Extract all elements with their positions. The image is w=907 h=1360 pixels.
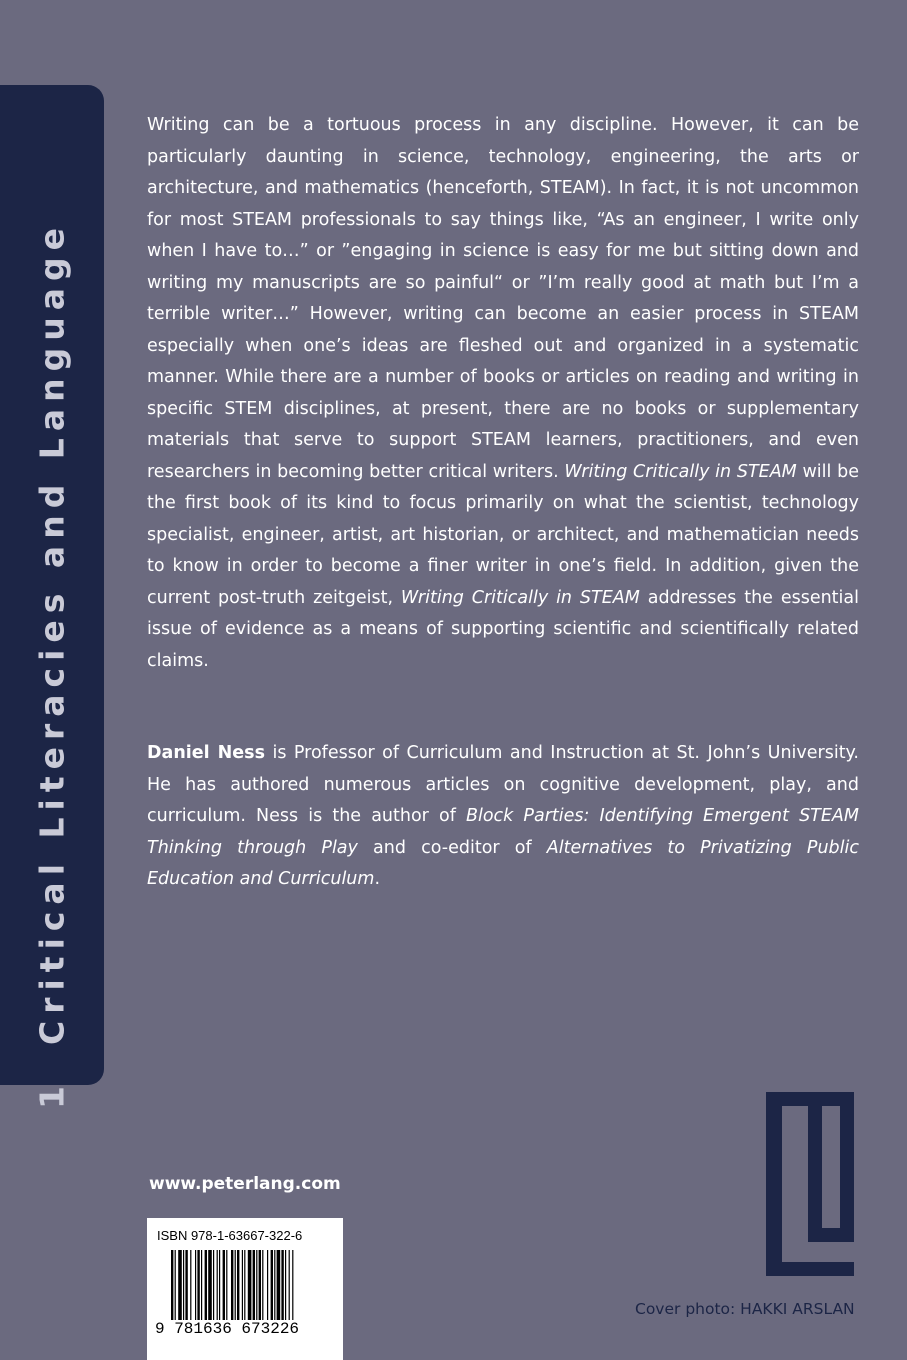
- barcode-bar: [208, 1250, 212, 1320]
- barcode-bar: [248, 1250, 252, 1320]
- barcode-bar: [277, 1250, 281, 1320]
- barcode-bar: [244, 1250, 245, 1320]
- barcode-bar: [217, 1250, 218, 1320]
- barcode-digits: 9 781636 673226: [155, 1320, 300, 1338]
- barcode-bar: [219, 1250, 220, 1320]
- barcode-bar: [171, 1250, 173, 1320]
- barcode-bar: [197, 1250, 199, 1320]
- barcode-bar: [253, 1250, 255, 1320]
- series-spine-band: [0, 85, 104, 1109]
- barcode-bar: [256, 1250, 257, 1320]
- other-book-2: Alternatives to Privatizing Public Education and Curriculum: [147, 837, 860, 889]
- book-title-italic-1: Writing Critically in STEAM: [564, 461, 797, 482]
- barcode-bar: [183, 1250, 184, 1320]
- isbn-label: ISBN 978-1-63667-322-6: [157, 1228, 303, 1243]
- author-bio: [147, 738, 859, 896]
- barcode-bar: [185, 1250, 187, 1320]
- barcode-bar: [267, 1250, 268, 1320]
- book-description: [147, 110, 859, 677]
- barcode-bar: [242, 1250, 243, 1320]
- bio-text-1: is Professor of Curriculum and Instruction at St. John’s University. He has authored numerous articles on cognitive development, play, and curriculum. Ness is the author of: [147, 743, 859, 826]
- barcode-bar: [274, 1250, 275, 1320]
- author-name: Daniel Ness: [147, 743, 265, 763]
- blurb-text-3: addresses the essential issue of evidence as a means of supporting scientific and scientifically related claims.: [147, 587, 859, 671]
- barcode-bar: [223, 1250, 225, 1320]
- bio-text-3: .: [374, 869, 381, 889]
- series-title-vertical: [33, 221, 72, 1109]
- barcode-bar: [259, 1250, 261, 1320]
- series-number: 1: [32, 1079, 72, 1109]
- bio-text-2: and co-editor of: [357, 837, 547, 858]
- barcode-bar: [190, 1250, 191, 1320]
- barcode-bar: [289, 1250, 290, 1320]
- barcode-bar: [271, 1250, 273, 1320]
- barcode-bar: [281, 1250, 283, 1320]
- barcode-bar: [262, 1250, 263, 1320]
- publisher-logo: [766, 1092, 856, 1276]
- isbn-barcode: [147, 1218, 343, 1360]
- barcode-bar: [201, 1250, 202, 1320]
- blurb-text-1: Writing can be a tortuous process in any discipline. However, it can be particularly daunting in science, technology, engineering, the arts or architecture, and mathematics (henceforth, STEAM). In fact, it is not uncommon for most STEAM professionals to say things like, “As an engineer, I write only when I have to…” or ”engaging in science is easy for me but sitting down and writing my manuscripts are so painful“ or ”I’m really good at math but I’m a terrible writer…” However, writing can become an easier process in STEAM especially when one’s ideas are fleshed out and organized in a systematic manner. While there are a number of books or articles on reading and writing in specific STEM disciplines, at present, there are no books or supplementary materials that serve to support STEAM learners, practitioners, and even researchers in becoming better critical writers.: [147, 115, 859, 482]
- book-title-italic-2: Writing Critically in STEAM: [400, 587, 640, 608]
- barcode-bar: [292, 1250, 293, 1320]
- barcode-bar: [213, 1250, 214, 1320]
- barcode-bar: [178, 1250, 182, 1320]
- barcode-bar: [195, 1250, 196, 1320]
- barcode-bar: [226, 1250, 227, 1320]
- barcode-bar: [235, 1250, 236, 1320]
- cover-photo-credit: Cover photo: HAKKI ARSLAN: [635, 1300, 855, 1318]
- barcode-bar: [231, 1250, 233, 1320]
- barcode-bar: [237, 1250, 239, 1320]
- barcode-bar: [285, 1250, 286, 1320]
- barcode-bar: [205, 1250, 207, 1320]
- other-book-1: Block Parties: Identifying Emergent STEAM Thinking through Play: [147, 806, 859, 858]
- publisher-url[interactable]: www.peterlang.com: [149, 1174, 341, 1194]
- blurb-text-2: will be the first book of its kind to focus primarily on what the scientist, technology specialist, engineer, artist, art historian, or architect, and mathematician needs to know in order to become a finer writer in one’s field. In addition, given the current post-truth zeitgeist,: [147, 461, 859, 608]
- series-name: Critical Literacies and Language: [32, 221, 72, 1046]
- barcode-bar: [175, 1250, 176, 1320]
